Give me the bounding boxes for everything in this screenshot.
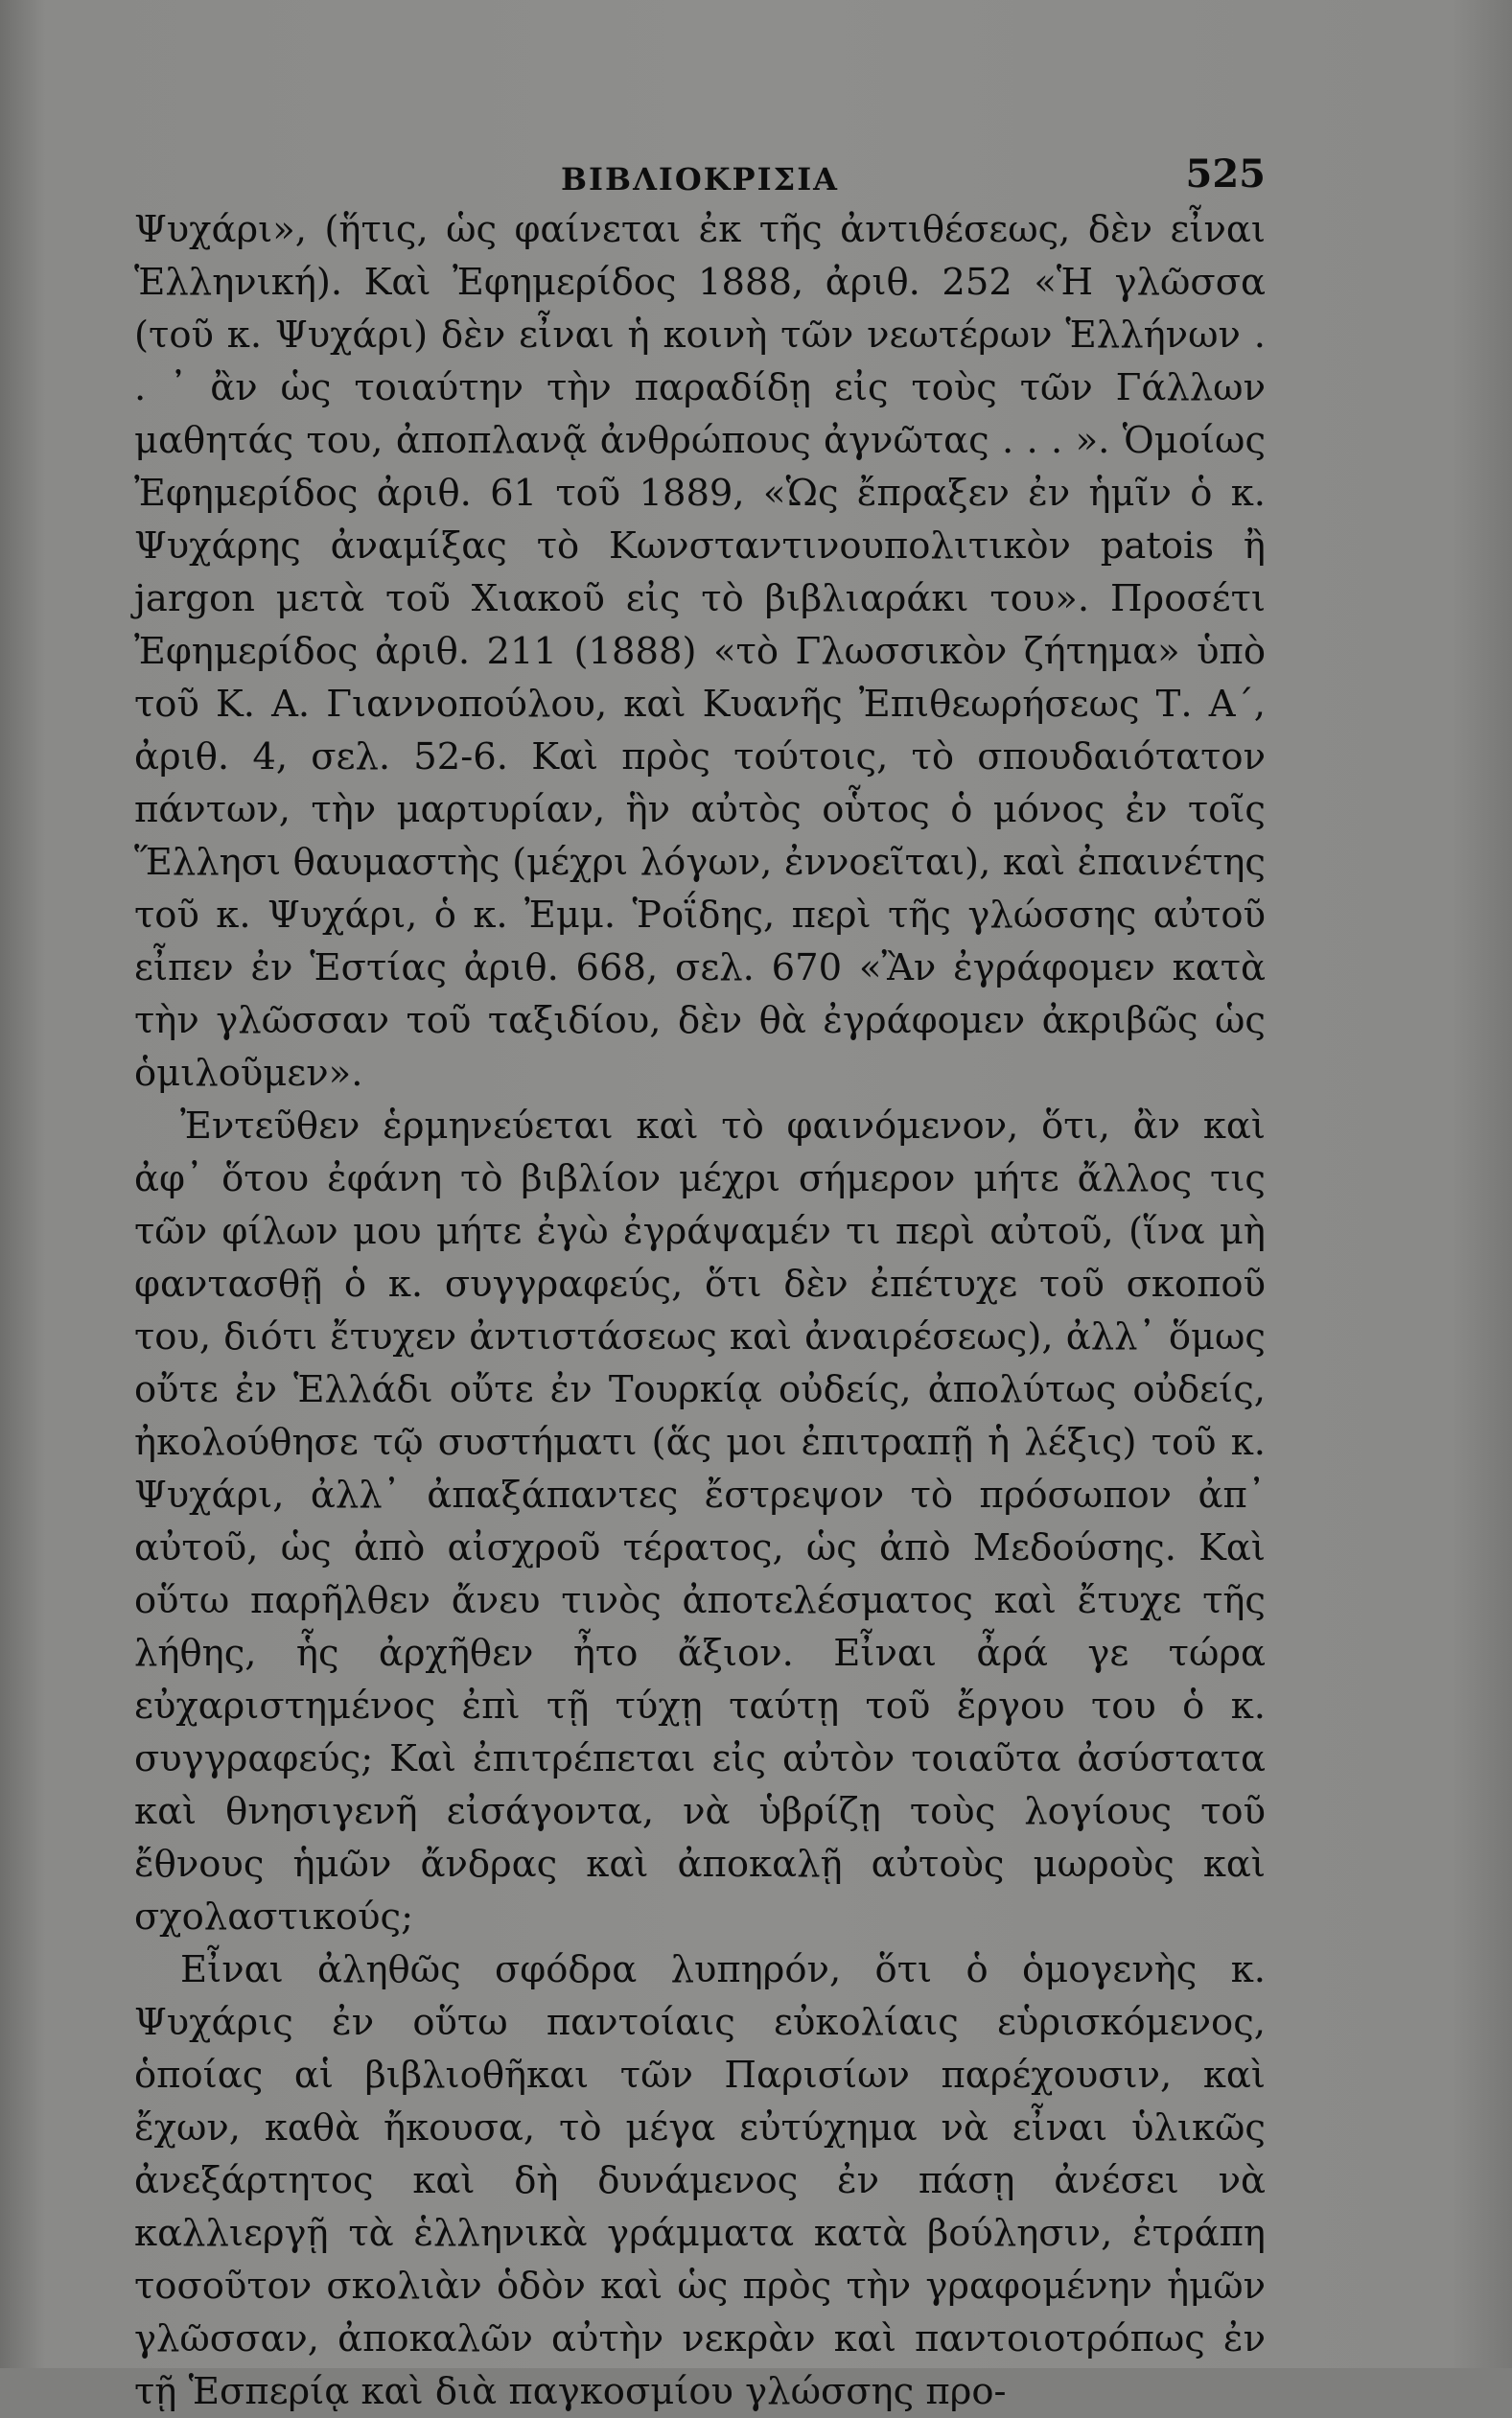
paragraph-2: Ἐντεῦθεν ἑρμηνεύεται καὶ τὸ φαινόμενον, ὅτι, ἂν καὶ ἀφ᾿ ὅτου ἐφάνη τὸ βιβλίον μέχρι σήμερον μήτε ἄλλος τις τῶν φίλων μου μήτε ἐγὼ ἐγράψαμέν τι περὶ αὐτοῦ, (ἵνα μὴ φαντασθῇ ὁ κ. συγγραφεύς, ὅτι δὲν ἐπέτυχε τοῦ σκοποῦ του, διότι ἔτυχεν ἀντιστάσεως καὶ ἀναιρέσεως), ἀλλ᾿ ὅμως οὔτε ἐν Ἑλλάδι οὔτε ἐν Τουρκίᾳ οὐδείς, ἀπολύτως οὐδείς, ἠκολούθησε τῷ συστήματι (ἅς μοι ἐπιτραπῇ ἡ λέξις) τοῦ κ. Ψυχάρι, ἀλλ᾿ ἀπαξάπαντες ἔστρεψον τὸ πρόσωπον ἀπ᾿ αὐτοῦ, ὡς ἀπὸ αἰσχροῦ τέρατος, ὡς ἀπὸ Μεδούσης. Καὶ οὕτω παρῆλθεν ἄνευ τινὸς ἀποτελέσματος καὶ ἔτυχε τῆς λήθης, ἧς ἀρχῆθεν ἦτο ἄξιον. Εἶναι ἆρά γε τώρα εὐχαριστημένος ἐπὶ τῇ τύχῃ ταύτῃ τοῦ ἔργου του ὁ κ. συγγραφεύς; Καὶ ἐπιτρέπεται εἰς αὐτὸν τοιαῦτα ἀσύστατα καὶ θνησιγενῆ εἰσάγοντα, νὰ ὑβρίζῃ τοὺς λογίους τοῦ ἔθνους ἡμῶν ἄνδρας καὶ ἀποκαλῇ αὐτοὺς μωροὺς καὶ σχολαστικούς;	[134, 1104, 1266, 1939]
paragraph-3: Εἶναι ἀληθῶς σφόδρα λυπηρόν, ὅτι ὁ ὁμογενὴς κ. Ψυχάρις ἐν οὕτω παντοίαις εὐκολίαις εὑρισκόμενος, ὁποίας αἱ βιβλιοθῆκαι τῶν Παρισίων παρέχουσιν, καὶ ἔχων, καθὰ ἤκουσα, τὸ μέγα εὐτύχημα νὰ εἶναι ὑλικῶς ἀνεξάρτητος καὶ δὴ δυνάμενος ἐν πάσῃ ἀνέσει νὰ καλλιεργῇ τὰ ἑλληνικὰ γράμματα κατὰ βούλησιν, ἐτράπη τοσοῦτον σκολιὰν ὁδὸν καὶ ὡς πρὸς τὴν γραφομένην ἡμῶν γλῶσσαν, ἀποκαλῶν αὐτὴν νεκρὰν καὶ παντοιοτρόπως ἐν τῇ Ἑσπερίᾳ καὶ διὰ παγκοσμίου γλώσσης προ-	[134, 1948, 1266, 2413]
running-title: ΒΙΒΛΙΟΚΡΙΣΙΑ	[561, 161, 839, 198]
text-block	[134, 144, 1266, 2418]
paragraph-1: Ψυχάρι», (ἥτις, ὡς φαίνεται ἐκ τῆς ἀντιθέσεως, δὲν εἶναι Ἑλληνική). Καὶ Ἐφημερίδος 1888, ἀριθ. 252 «Ἡ γλῶσσα (τοῦ κ. Ψυχάρι) δὲν εἶναι ἡ κοινὴ τῶν νεωτέρων Ἑλλήνων . . ᾿ ἂν ὡς τοιαύτην τὴν παραδίδῃ εἰς τοὺς τῶν Γάλλων μαθητάς του, ἀποπλανᾷ ἀνθρώπους ἀγνῶτας . . . ». Ὁμοίως Ἐφημερίδος ἀριθ. 61 τοῦ 1889, «Ὡς ἔπραξεν ἐν ἡμῖν ὁ κ. Ψυχάρης ἀναμίξας τὸ Κωνσταντινουπολιτικὸν patois ἢ jargon μετὰ τοῦ Χιακοῦ εἰς τὸ βιβλιαράκι του». Προσέτι Ἐφημερίδος ἀριθ. 211 (1888) «τὸ Γλωσσικὸν ζήτημα» ὑπὸ τοῦ Κ. Α. Γιαννοπούλου, καὶ Κυανῆς Ἐπιθεωρήσεως Τ. Α΄, ἀριθ. 4, σελ. 52-6. Καὶ πρὸς τούτοις, τὸ σπουδαιότατον πάντων, τὴν μαρτυρίαν, ἣν αὐτὸς οὗτος ὁ μόνος ἐν τοῖς Ἕλλησι θαυμαστὴς (μέχρι λόγων, ἐννοεῖται), καὶ ἐπαινέτης τοῦ κ. Ψυχάρι, ὁ κ. Ἐμμ. Ῥοΐδης, περὶ τῆς γλώσσης αὐτοῦ εἶπεν ἐν Ἑστίας ἀριθ. 668, σελ. 670 «Ἂν ἐγράφομεν κατὰ τὴν γλῶσσαν τοῦ ταξιδίου, δὲν θὰ ἐγράφομεν ἀκριβῶς ὡς ὁμιλοῦμεν».	[134, 208, 1266, 1095]
running-head	[134, 144, 1266, 201]
page-number: 525	[1185, 151, 1266, 197]
